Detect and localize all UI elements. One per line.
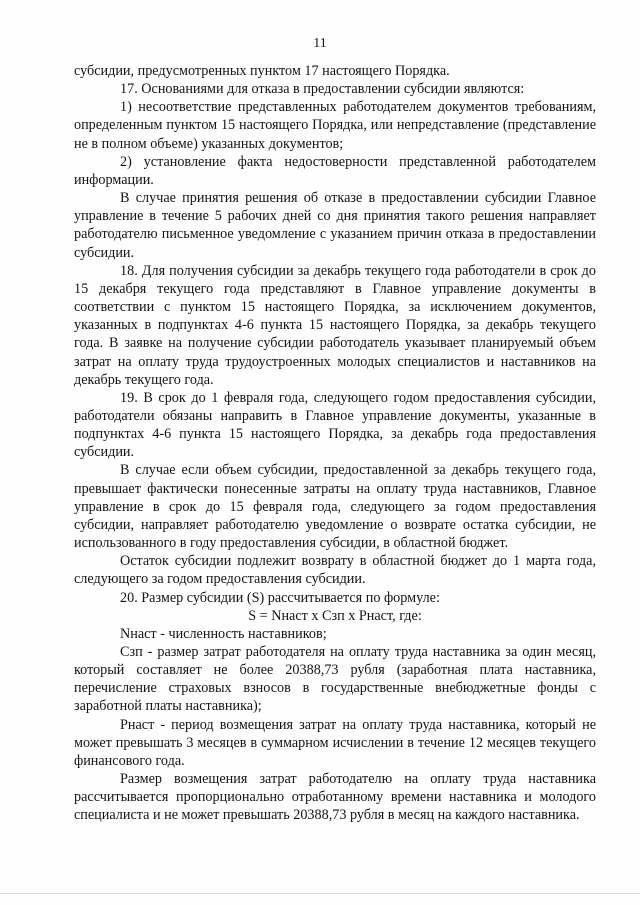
document-body <box>74 62 596 825</box>
paragraph-20-heading: 20. Размер субсидии (S) рассчитывается по формуле: <box>120 589 440 606</box>
scan-edge-line <box>0 893 640 894</box>
definition-szp: Сзп - размер затрат работодателя на оплату труда наставника за один месяц, который составляет не более 20388,73 рубля (заработная плата наставника, перечисление страховых взносов в государственные внебюджетные фонды с заработной платы наставника); <box>74 644 596 715</box>
definition-r-mentor: Рнаст - период возмещения затрат на оплату труда наставника, который не может превышать 3 месяцев в суммарном исчислении в течение 12 месяцев текущего финансового года. <box>74 716 596 769</box>
paragraph-reimbursement-limit: Размер возмещения затрат работодателю на оплату труда наставника рассчитывается пропорционально отработанному времени наставника и молодого специалиста и не может превышать 20388,73 рубля в месяц на каждого наставника. <box>74 771 596 824</box>
paragraph-continuation: субсидии, предусмотренных пунктом 17 настоящего Порядка. <box>74 63 450 79</box>
paragraph-refusal-notice: В случае принятия решения об отказе в предоставлении субсидии Главное управление в течение 5 рабочих дней со дня принятия такого решения направляет работодателю письменное уведомление с указанием причин отказа в предоставлении субсидии. <box>74 190 596 261</box>
paragraph-19: 19. В срок до 1 февраля года, следующего годом предоставления субсидии, работодатели обязаны направить в Главное управление документы, указанные в подпунктах 4-6 пункта 15 настоящего Порядка, за декабрь года предоставления субсидии. <box>74 389 596 461</box>
paragraph-17-item-2: 2) установление факта недостоверности представленной работодателем информации. <box>74 153 596 188</box>
definition-n-mentors: Nнаст - численность наставников; <box>120 625 327 642</box>
paragraph-excess-subsidy: В случае если объем субсидии, предоставленной за декабрь текущего года, превышает фактически понесенные затраты на оплату труда наставников, Главное управление в срок до 15 февраля года, следующего за годом предоставления субсидии, направляет работодателю уведомление о возврате остатка субсидии, не использованного в году предоставления субсидии, в областной бюджет. <box>74 462 596 552</box>
subsidy-formula: S = Nнаст x Сзп x Рнаст, где: <box>248 607 422 624</box>
paragraph-remainder-return: Остаток субсидии подлежит возврату в областной бюджет до 1 марта года, следующего за годом предоставления субсидии. <box>74 553 596 588</box>
paragraph-17-heading: 17. Основаниями для отказа в предоставлении субсидии являются: <box>120 81 525 98</box>
page-number: 11 <box>313 36 327 51</box>
paragraph-17-item-1: 1) несоответствие представленных работодателем документов требованиям, определенным пунктом 15 настоящего Порядка, или непредставление (представление не в полном объеме) указанных документов; <box>74 99 596 152</box>
paragraph-18: 18. Для получения субсидии за декабрь текущего года работодатели в срок до 15 декабря текущего года представляют в Главное управление документы в соответствии с пунктом 15 настоящего Порядка, за исключением документов, указанных в подпунктах 4-6 пункта 15 настоящего Порядка, за декабрь текущего года. В заявке на получение субсидии работодатель указывает планируемый объем затрат на оплату труда трудоустроенных молодых специалистов и наставников на декабрь текущего года. <box>74 262 596 388</box>
